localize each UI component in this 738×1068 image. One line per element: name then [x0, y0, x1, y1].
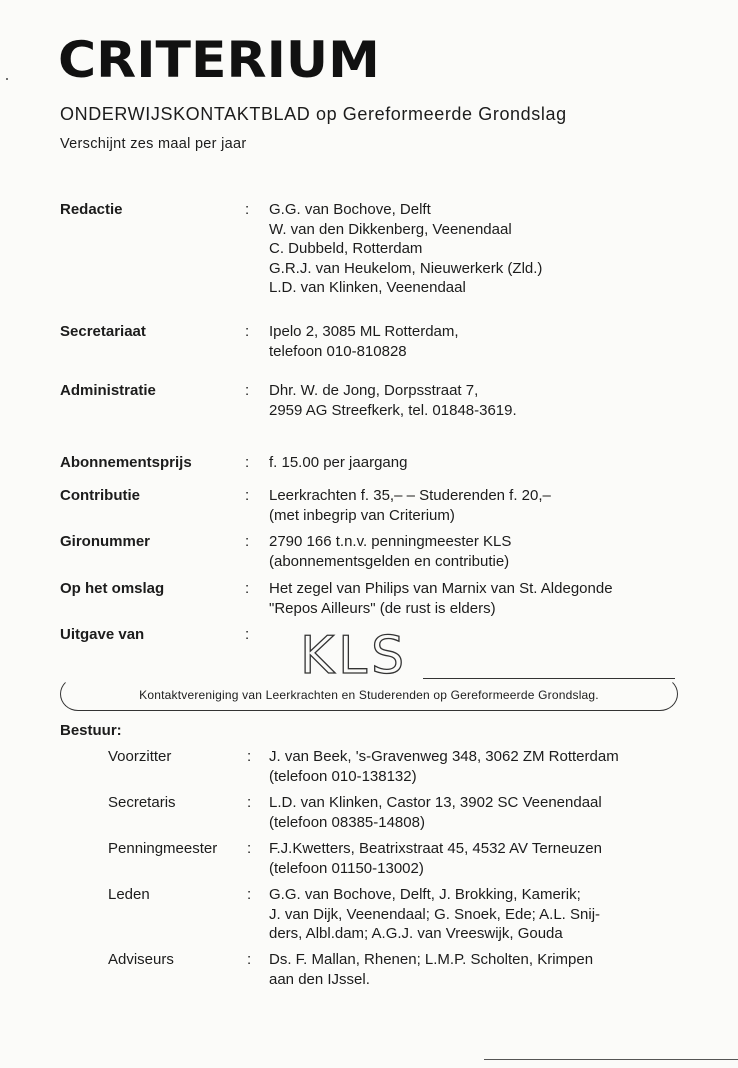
info-value: f. 15.00 per jaargang: [269, 454, 408, 471]
info-value: Dhr. W. de Jong, Dorpsstraat 7, 2959 AG Streefkerk, tel. 01848-3619.: [269, 382, 517, 419]
info-label: Uitgave van: [60, 626, 145, 643]
board-heading: Bestuur:: [60, 722, 122, 739]
info-colon: :: [245, 533, 250, 550]
board-role: Voorzitter: [108, 748, 172, 765]
info-label: Abonnementsprijs: [60, 454, 192, 471]
info-value: Leerkrachten f. 35,– – Studerenden f. 20,– (met inbegrip van Criterium): [269, 487, 551, 524]
scan-speck: [6, 78, 8, 80]
board-colon: :: [247, 840, 252, 857]
info-value: Het zegel van Philips van Marnix van St. Aldegonde "Repos Ailleurs" (de rust is elders): [269, 580, 613, 617]
masthead-title: CRITERIUM: [58, 31, 380, 89]
board-colon: :: [247, 748, 252, 765]
board-role: Adviseurs: [108, 951, 174, 968]
info-label: Contributie: [60, 487, 140, 504]
board-role: Penningmeester: [108, 840, 218, 857]
info-colon: :: [245, 382, 250, 399]
board-colon: :: [247, 951, 252, 968]
board-colon: :: [247, 886, 252, 903]
kls-logo-text: KLS: [300, 627, 409, 679]
footer-rule: [484, 1059, 738, 1060]
board-value: F.J.Kwetters, Beatrixstraat 45, 4532 AV Terneuzen (telefoon 01150-13002): [269, 840, 602, 877]
info-label: Redactie: [60, 201, 123, 218]
info-value: Ipelo 2, 3085 ML Rotterdam, telefoon 010-810828: [269, 323, 459, 360]
info-colon: :: [245, 454, 250, 471]
info-value: 2790 166 t.n.v. penningmeester KLS (abonnementsgelden en contributie): [269, 533, 512, 570]
info-label: Secretariaat: [60, 323, 146, 340]
association-name: Kontaktvereniging van Leerkrachten en Studerenden op Gereformeerde Grondslag.: [139, 688, 599, 702]
board-value: J. van Beek, 's-Gravenweg 348, 3062 ZM Rotterdam (telefoon 010-138132): [269, 748, 619, 785]
info-label: Op het omslag: [60, 580, 165, 597]
board-value: Ds. F. Mallan, Rhenen; L.M.P. Scholten, Krimpen aan den IJssel.: [269, 951, 594, 988]
info-label: Administratie: [60, 382, 156, 399]
info-value: G.G. van Bochove, Delft W. van den Dikkenberg, Veenendaal C. Dubbeld, Rotterdam G.R.J. van Heukelom, Nieuwerkerk (Zld.) L.D. van Klinken, Veenendaal: [269, 201, 543, 296]
info-colon: :: [245, 580, 250, 597]
board-colon: :: [247, 794, 252, 811]
publication-frequency: Verschijnt zes maal per jaar: [60, 136, 247, 152]
info-colon: :: [245, 487, 250, 504]
board-value: L.D. van Klinken, Castor 13, 3902 SC Veenendaal (telefoon 08385-14808): [269, 794, 602, 831]
info-colon: :: [245, 626, 250, 643]
info-colon: :: [245, 323, 250, 340]
info-colon: :: [245, 201, 250, 218]
board-role: Leden: [108, 886, 150, 903]
board-role: Secretaris: [108, 794, 176, 811]
masthead-subtitle: ONDERWIJSKONTAKTBLAD op Gereformeerde Grondslag: [60, 104, 567, 124]
board-value: G.G. van Bochove, Delft, J. Brokking, Kamerik; J. van Dijk, Veenendaal; G. Snoek, Ede; A.L. Snij- ders, Albl.dam; A.G.J. van Vreeswijk, Gouda: [269, 886, 601, 942]
kls-logo: [296, 627, 436, 679]
info-label: Gironummer: [60, 533, 151, 550]
association-banner: [60, 677, 678, 711]
